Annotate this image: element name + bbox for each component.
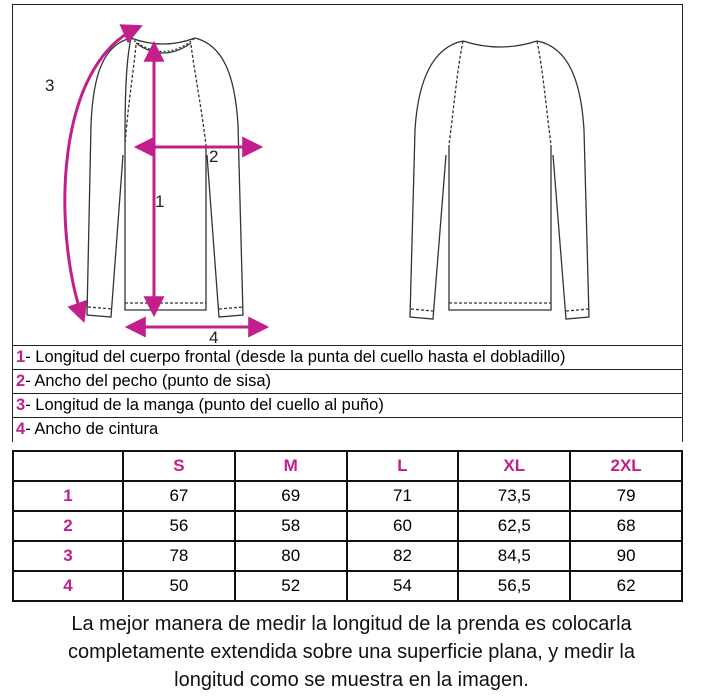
size-header-m: M xyxy=(235,451,347,481)
table-cell: 54 xyxy=(347,571,459,601)
table-cell: 84,5 xyxy=(458,541,570,571)
legend-number: 4 xyxy=(16,420,26,438)
table-row xyxy=(13,511,682,541)
dimension-label-3: 3 xyxy=(45,76,55,95)
table-row xyxy=(13,481,682,511)
legend-number: 2 xyxy=(16,372,26,390)
note-line: La mejor manera de medir la longitud de la prenda es colocarla xyxy=(71,613,632,635)
table-cell: 90 xyxy=(570,541,682,571)
legend-number: 1 xyxy=(16,348,26,366)
measurement-arrows xyxy=(65,27,265,327)
table-cell: 52 xyxy=(235,571,347,601)
dimension-label-4: 4 xyxy=(209,328,219,347)
legend-item xyxy=(12,394,683,418)
table-cell: 69 xyxy=(235,481,347,511)
row-label: 2 xyxy=(13,511,123,541)
note-line: longitud como se muestra en la imagen. xyxy=(174,669,529,691)
size-header-l: L xyxy=(347,451,459,481)
measurement-note xyxy=(0,610,703,694)
garment-diagram xyxy=(12,4,683,346)
legend-item xyxy=(12,418,683,442)
legend-item xyxy=(12,370,683,394)
dimension-label-1: 1 xyxy=(155,192,165,211)
table-cell: 60 xyxy=(347,511,459,541)
row-label: 1 xyxy=(13,481,123,511)
size-header-2xl: 2XL xyxy=(570,451,682,481)
dimension-label-2: 2 xyxy=(209,147,219,166)
table-cell: 62 xyxy=(570,571,682,601)
note-line: completamente extendida sobre una superficie plana, y medir la xyxy=(68,641,635,663)
table-cell: 73,5 xyxy=(458,481,570,511)
row-label: 3 xyxy=(13,541,123,571)
table-cell: 56 xyxy=(123,511,235,541)
shirt-drawings xyxy=(13,5,684,347)
table-cell: 79 xyxy=(570,481,682,511)
table-row xyxy=(13,571,682,601)
legend-text: - Longitud de la manga (punto del cuello al puño) xyxy=(25,396,384,414)
table-cell: 50 xyxy=(123,571,235,601)
legend-number: 3 xyxy=(16,396,26,414)
table-header-row xyxy=(13,451,682,481)
legend-text: - Ancho del pecho (punto de sisa) xyxy=(25,372,272,390)
table-cell: 68 xyxy=(570,511,682,541)
legend-item xyxy=(12,346,683,370)
size-table xyxy=(12,450,683,602)
legend-text: - Longitud del cuerpo frontal (desde la punta del cuello hasta el dobladillo) xyxy=(25,348,566,366)
table-cell: 58 xyxy=(235,511,347,541)
measurement-legend xyxy=(12,346,683,442)
row-label: 4 xyxy=(13,571,123,601)
table-cell: 82 xyxy=(347,541,459,571)
front-shirt-outline xyxy=(87,38,243,317)
table-corner-cell xyxy=(13,451,123,481)
size-header-s: S xyxy=(123,451,235,481)
table-cell: 78 xyxy=(123,541,235,571)
table-cell: 62,5 xyxy=(458,511,570,541)
table-cell: 67 xyxy=(123,481,235,511)
back-shirt-outline xyxy=(410,41,589,319)
size-header-xl: XL xyxy=(458,451,570,481)
table-cell: 56,5 xyxy=(458,571,570,601)
sleeve-arrow-3 xyxy=(65,27,139,319)
table-cell: 80 xyxy=(235,541,347,571)
table-cell: 71 xyxy=(347,481,459,511)
table-row xyxy=(13,541,682,571)
legend-text: - Ancho de cintura xyxy=(25,420,159,438)
